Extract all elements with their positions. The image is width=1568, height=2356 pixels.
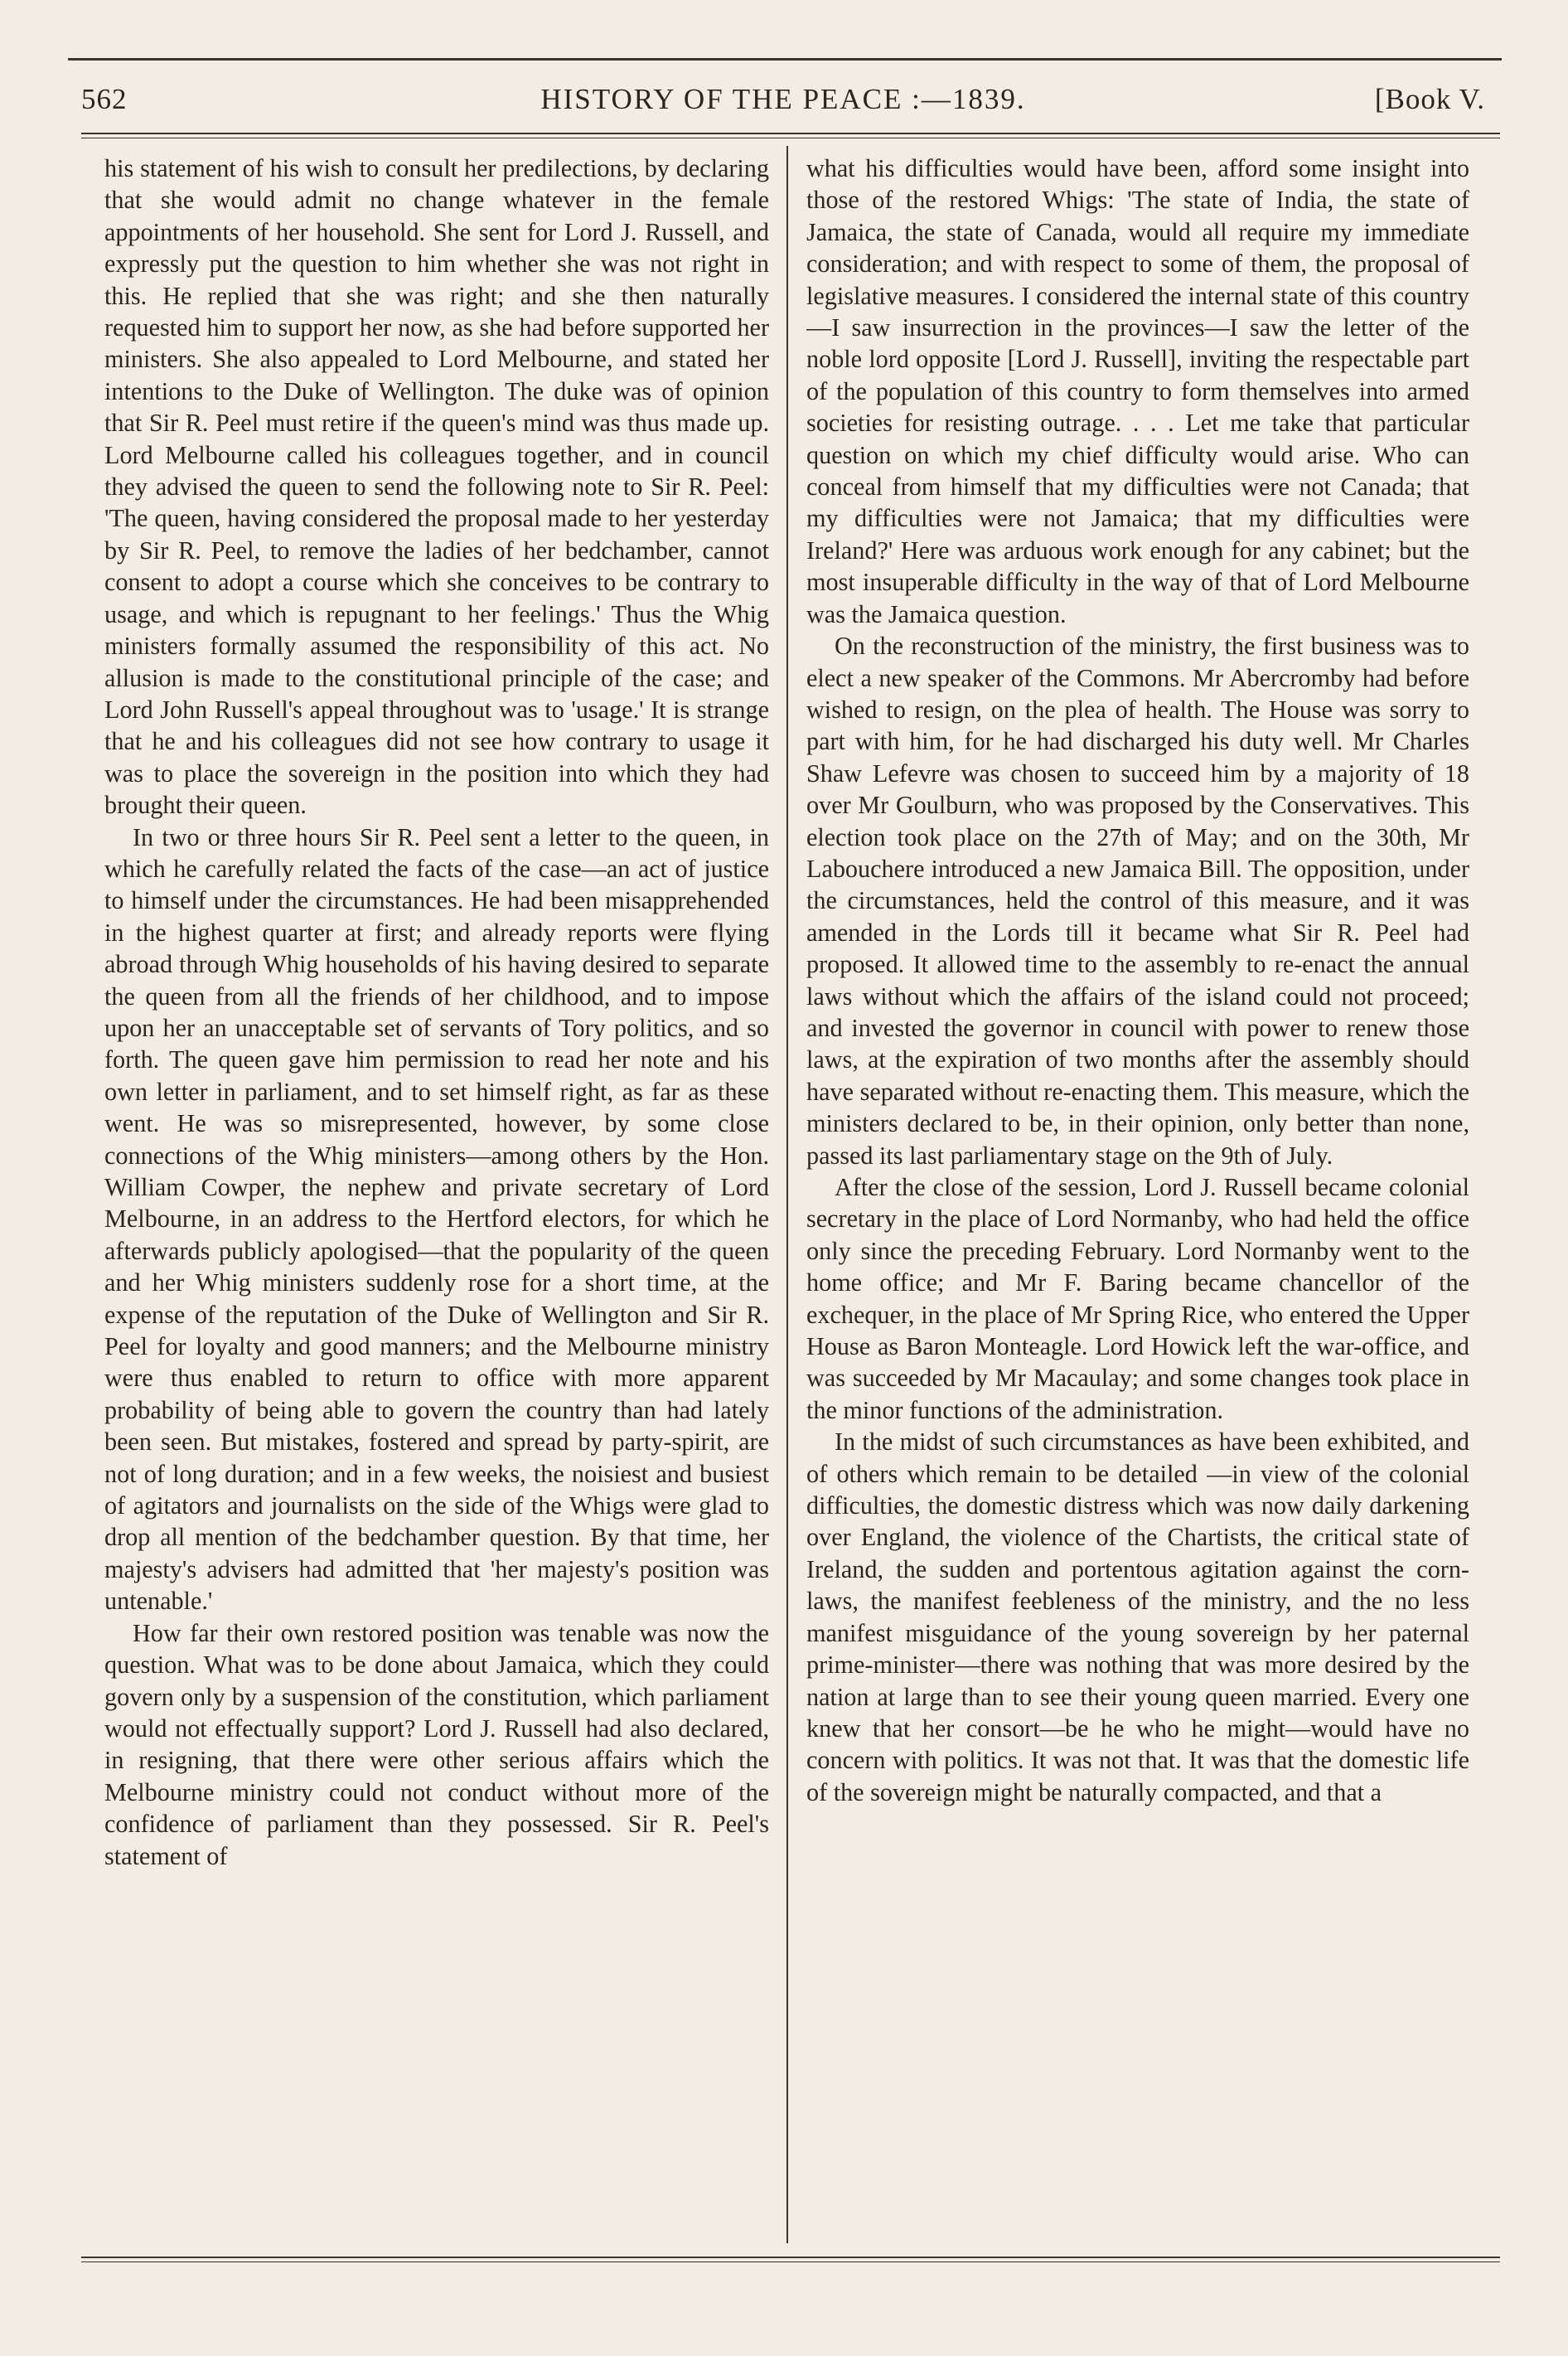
paragraph: his statement of his wish to consult her predilections, by declaring that she would admit no change whatever in the female appointments of her household. She sent for Lord J. Russell, and expressly put the question to him whether she was not right in this. He replied that she was right; and she then naturally requested him to support her now, as she had before supported her ministers. She also appealed to Lord Melbourne, and stated her intentions to the Duke of Wellington. The duke was of opinion that Sir R. Peel must retire if the queen's mind was thus made up. Lord Melbourne called his colleagues together, and in council they advised the queen to send the following note to Sir R. Peel: 'The queen, having considered the proposal made to her yesterday by Sir R. Peel, to remove the ladies of her bedchamber, cannot consent to adopt a course which she conceives to be contrary to usage, and which is repugnant to her feelings.' Thus the Whig ministers formally assumed the responsibility of this act. No allusion is made to the constitutional principle of the case; and Lord John Russell's appeal throughout was to 'usage.' It is strange that he and his colleagues did not see how contrary to usage it was to place the sovereign in the position into which they had brought their queen. [104, 154, 769, 820]
column-divider [786, 146, 788, 2243]
page-number: 562 [81, 83, 128, 115]
paragraph: On the reconstruction of the ministry, the first business was to elect a new speaker of the Commons. Mr Abercromby had before wished to resign, on the plea of health. The House was sorry to part with him, for he had discharged his duty well. Mr Charles Shaw Lefevre was chosen to succeed him by a majority of 18 over Mr Goulburn, who was proposed by the Conservatives. This election took place on the 27th of May; and on the 30th, Mr Labouchere introduced a new Jamaica Bill. The opposition, under the circumstances, held the control of this measure, and it was amended in the Lords till it became what Sir R. Peel had proposed. It allowed time to the assembly to re-enact the annual laws without which the affairs of the island could not proceed; and invested the governor in council with power to renew those laws, at the expiration of two months after the assembly should have separated without re-enacting them. This measure, which the ministers declared to be, in their opinion, only better than none, passed its last parliamentary stage on the 9th of July. [806, 632, 1469, 1170]
running-title: HISTORY OF THE PEACE :—1839. [540, 83, 1026, 115]
running-header [81, 83, 1485, 124]
bottom-rule [81, 2257, 1500, 2258]
top-border-rule [68, 58, 1502, 61]
bottom-rule-thin [81, 2261, 1500, 2262]
paragraph: After the close of the session, Lord J. Russell became colonial secretary in the place of Lord Normanby, who had held the office only since the preceding February. Lord Normanby went to the home office; and Mr F. Baring became chancellor of the exchequer, in the place of Mr Spring Rice, who entered the Upper House as Baron Monteagle. Lord Howick left the war-office, and was succeeded by Mr Macaulay; and some changes took place in the minor functions of the administration. [806, 1173, 1469, 1424]
right-column [806, 153, 1469, 2225]
paragraph: How far their own restored position was tenable was now the question. What was to be done about Jamaica, which they could govern only by a suspension of the constitution, which parliament would not effectually support? Lord J. Russell had also declared, in resigning, that there were other serious affairs which the Melbourne ministry could not conduct without more of the confidence of parliament than they possessed. Sir R. Peel's statement of [104, 1618, 769, 1870]
paragraph: In two or three hours Sir R. Peel sent a letter to the queen, in which he carefully related the facts of the case—an act of justice to himself under the circumstances. He had been misapprehended in the highest quarter at first; and already reports were flying abroad through Whig households of his having desired to separate the queen from all the friends of her childhood, and to impose upon her an unacceptable set of servants of Tory politics, and so forth. The queen gave him permission to read her note and his own letter in parliament, and to set himself right, as far as these went. He was so misrepresented, however, by some close connections of the Whig ministers—among others by the Hon. William Cowper, the nephew and private secretary of Lord Melbourne, in an address to the Hertford electors, for which he afterwards publicly apologised—that the popularity of the queen and her Whig ministers suddenly rose for a short time, at the expense of the reputation of the Duke of Wellington and Sir R. Peel for loyalty and good manners; and the Melbourne ministry were thus enabled to return to office with more apparent probability of being able to govern the country than had lately been seen. But mistakes, fostered and spread by party-spirit, are not of long duration; and in a few weeks, the noisiest and busiest of agitators and journalists on the side of the Whigs were glad to drop all mention of the bedchamber question. By that time, her majesty's advisers had admitted that 'her majesty's position was untenable.' [104, 822, 769, 1616]
header-rule [81, 133, 1500, 134]
paragraph: In the midst of such circumstances as have been exhibited, and of others which remain to be detailed —in view of the colonial difficulties, the domestic distress which was now daily darkening over England, the violence of the Chartists, the critical state of Ireland, the sudden and portentous agitation against the corn-laws, the manifest feebleness of the ministry, and the no less manifest misguidance of the young sovereign by her paternal prime-minister—there was nothing that was more desired by the nation at large than to see their young queen married. Every one knew that her consort—be he who he might—would have no concern with politics. It was not that. It was that the domestic life of the sovereign might be naturally compacted, and that a [806, 1428, 1469, 1806]
paragraph: what his difficulties would have been, afford some insight into those of the restored Whigs: 'The state of India, the state of Jamaica, the state of Canada, would all require my immediate consideration; and with respect to some of them, the proposal of legislative measures. I considered the internal state of this country—I saw insurrection in the provinces—I saw the letter of the noble lord opposite [Lord J. Russell], inviting the respectable part of the population of this country to form themselves into armed societies for resisting outrage. . . . Let me take that particular question on which my chief difficulty would arise. Who can conceal from himself that my difficulties were not Canada; that my difficulties were not Jamaica; that my difficulties were Ireland?' Here was arduous work enough for any cabinet; but the most insuperable difficulty in the way of that of Lord Melbourne was the Jamaica question. [806, 154, 1469, 628]
book-label: [Book V. [1374, 83, 1485, 115]
left-column [104, 153, 769, 2225]
